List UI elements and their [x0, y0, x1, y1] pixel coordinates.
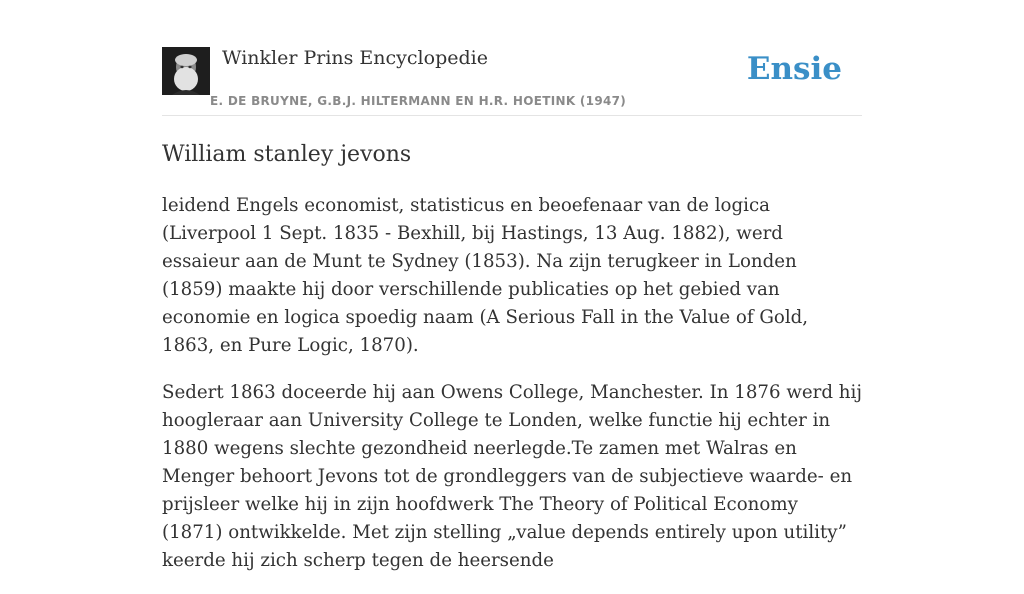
site-title[interactable]: Winkler Prins Encyclopedie: [222, 47, 488, 69]
article-body: [162, 192, 862, 594]
site-header: [162, 0, 862, 116]
portrait-icon: [162, 47, 210, 95]
article-paragraph: leidend Engels economist, statisticus en beoefenaar van de logica (Liverpool 1 Sept. 1835 - Bexhill, bij Hastings, 13 Aug. 1882), werd essaieur aan de Munt te Sydney (1853). Na zijn terugkeer in Londen (1859) maakte hij door verschillende publicaties op het gebied van economie en logica spoedig naam (A Serious Fall in the Value of Gold, 1863, en Pure Logic, 1870).: [162, 195, 809, 356]
author-avatar-icon[interactable]: [162, 47, 210, 95]
article-title: William stanley jevons: [162, 142, 412, 167]
authors-line: E. DE BRUYNE, G.B.J. HILTERMANN EN H.R. HOETINK (1947): [210, 94, 627, 108]
article-paragraph: Sedert 1863 doceerde hij aan Owens College, Manchester. In 1876 werd hij hoogleraar aan University College te Londen, welke functie hij echter in 1880 wegens slechte gezondheid neerlegde.Te zamen met Walras en Menger behoort Jevons tot de grondleggers van de subjectieve waarde- en prijsleer welke hij in zijn hoofdwerk The Theory of Political Economy (1871) ontwikkelde. Met zijn stelling „value depends entirely upon utility” keerde hij zich scherp tegen de heersende: [162, 382, 862, 571]
content-container: [162, 0, 862, 571]
brand-logo-link[interactable]: Ensie: [746, 51, 842, 87]
